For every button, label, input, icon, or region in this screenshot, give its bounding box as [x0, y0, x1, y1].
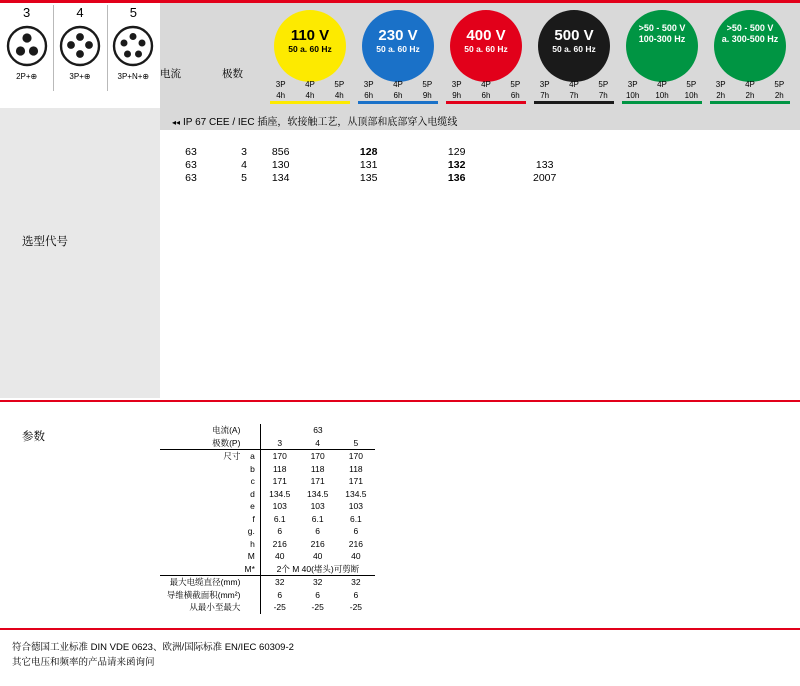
hour-cell: 4h — [276, 91, 286, 100]
hour-cell: 7h — [540, 91, 550, 100]
cell-poles: 4 — [241, 159, 247, 171]
cell-code — [501, 146, 530, 159]
cell-code — [295, 172, 324, 185]
frequency-value: 50 a. 60 Hz — [288, 44, 332, 54]
plug-pole-count: 3 — [23, 5, 31, 20]
param-dim-group-label — [160, 500, 244, 513]
voltage-group-4 — [618, 3, 706, 108]
plug-socket-icon — [107, 20, 160, 72]
param-dim-value: 118 — [310, 463, 325, 474]
cell-group-1 — [354, 159, 442, 172]
cell-code — [765, 146, 794, 159]
param-dim-value: 216 — [348, 538, 363, 549]
param-dim-value: 171 — [348, 476, 363, 486]
selection-section — [0, 108, 800, 398]
selection-label-panel — [0, 108, 160, 398]
cell-code — [618, 172, 647, 185]
cell-code — [706, 159, 735, 172]
cell-code — [383, 146, 412, 159]
hour-cell: 10h — [655, 91, 669, 100]
plug-columns — [0, 3, 160, 82]
param-dim-key: f — [244, 513, 260, 526]
poles-column-header — [222, 3, 266, 108]
hour-row — [618, 91, 706, 100]
cell-code — [501, 159, 530, 172]
param-dim-group-label — [160, 525, 244, 538]
param-dim-key: h — [244, 538, 260, 551]
cell-group-4 — [618, 146, 706, 159]
param-dim-value: 134.5 — [269, 488, 291, 499]
param-dim-group-label — [160, 550, 244, 563]
hour-cell: 7h — [569, 91, 579, 100]
double-arrow-icon: ◂◂ — [172, 118, 181, 127]
group-underline — [534, 101, 614, 104]
param-extra-row — [160, 601, 375, 614]
pole-cell: 3P — [451, 80, 462, 89]
cell-code — [706, 146, 735, 159]
param-dim-value: 216 — [310, 538, 325, 549]
cell-code — [325, 172, 354, 185]
cell-group-3 — [530, 146, 618, 159]
voltage-header-panel — [160, 0, 800, 108]
group-underline — [358, 101, 438, 104]
spacer — [244, 601, 260, 614]
plug-caption: 3P+N+⊕ — [117, 72, 150, 81]
pole-row — [706, 80, 794, 89]
param-dim-group-label — [160, 488, 244, 501]
group-underline — [710, 101, 790, 104]
cell-code: 133 — [535, 159, 554, 171]
cell-group-3 — [530, 159, 618, 172]
param-extra-value: -25 — [349, 602, 363, 612]
hour-row — [354, 91, 442, 100]
parameters-section-label: 参数 — [22, 431, 45, 443]
cell-code — [618, 159, 647, 172]
param-dim-value: 171 — [272, 476, 287, 486]
param-dim-group-label — [160, 538, 244, 551]
param-poles-label: 极数(P) — [212, 437, 241, 448]
param-extra-value: -25 — [273, 602, 286, 612]
selection-banner-text: IP 67 CEE / IEC 插座，软接触工艺，从顶部和底部穿入电缆线 — [183, 117, 458, 128]
cell-code — [589, 146, 618, 159]
cell-group-2 — [442, 159, 530, 172]
cell-code: 131 — [359, 159, 378, 171]
cell-group-1 — [354, 172, 442, 185]
cell-code — [471, 172, 500, 185]
param-extra-row — [160, 576, 375, 589]
voltage-group-2 — [442, 3, 530, 108]
pole-cell: 4P — [393, 80, 403, 89]
cell-code — [677, 159, 706, 172]
selection-banner — [160, 108, 800, 130]
pole-cell: 5P — [422, 80, 433, 89]
param-current-row — [160, 424, 375, 437]
voltage-value: 400 V — [466, 27, 506, 44]
cell-code — [413, 146, 442, 159]
hour-row — [706, 91, 794, 100]
param-dim-value: 170 — [272, 451, 287, 461]
pole-row — [354, 80, 442, 89]
plug-symbol-panel — [0, 0, 160, 108]
hour-cell: 6h — [510, 91, 520, 100]
current-label: 电流 — [160, 68, 181, 80]
parameters-table — [160, 424, 375, 614]
table-row — [160, 172, 800, 185]
frequency-value: 100-300 Hz — [638, 34, 686, 44]
param-pole-value: 4 — [315, 437, 321, 448]
param-dim-value: 170 — [310, 451, 325, 461]
param-dim-row — [160, 525, 375, 538]
param-dim-value: 118 — [349, 463, 363, 474]
cell-code — [413, 159, 442, 172]
cell-code — [647, 172, 676, 185]
cell-code — [559, 159, 588, 172]
param-extra-value: 6 — [277, 589, 283, 600]
param-dim-row — [160, 538, 375, 551]
param-dim-value: 170 — [348, 451, 363, 461]
voltage-group-5 — [706, 3, 794, 108]
current-column-header — [160, 3, 222, 108]
cell-current: 63 — [185, 146, 197, 158]
spacer — [244, 589, 260, 602]
selection-section-label: 选型代号 — [22, 236, 68, 248]
cell-code — [677, 146, 706, 159]
cell-code: 136 — [447, 172, 466, 184]
plug-column-4 — [53, 3, 106, 82]
poles-label: 极数 — [222, 68, 243, 80]
cell-code: 128 — [359, 146, 378, 158]
plug-caption: 3P+⊕ — [69, 72, 91, 81]
cell-current: 63 — [185, 172, 197, 184]
param-mstar-note: 2个 M 40(堵头)可剪断 — [276, 563, 360, 574]
cell-code: 135 — [359, 172, 378, 184]
param-dim-key: M — [244, 550, 260, 563]
cell-code — [295, 159, 324, 172]
param-poles-row — [160, 437, 375, 450]
hour-cell: 10h — [625, 91, 640, 100]
param-dim-row — [160, 500, 375, 513]
param-dim-key: g. — [244, 525, 260, 538]
pole-cell: 4P — [305, 80, 315, 89]
pole-cell: 3P — [715, 80, 726, 89]
cell-code — [559, 146, 588, 159]
cell-code — [647, 146, 676, 159]
param-dim-row — [160, 488, 375, 501]
cell-code — [589, 172, 618, 185]
hour-cell: 6h — [364, 91, 374, 100]
cell-code — [735, 172, 764, 185]
voltage-group-1 — [354, 3, 442, 108]
cell-group-0 — [266, 146, 354, 159]
cell-code — [765, 159, 794, 172]
cell-group-5 — [706, 172, 794, 185]
pole-cell: 4P — [745, 80, 755, 89]
cell-poles: 5 — [241, 172, 247, 184]
pole-row — [530, 80, 618, 89]
pole-cell: 3P — [627, 80, 638, 89]
cell-group-4 — [618, 172, 706, 185]
hour-cell: 10h — [684, 91, 698, 100]
param-dim-value: 118 — [272, 463, 287, 474]
pole-row — [442, 80, 530, 89]
param-extra-row — [160, 589, 375, 602]
param-dim-key: e — [244, 500, 260, 513]
cell-code — [647, 159, 676, 172]
param-extra-value: 32 — [275, 577, 285, 587]
param-extra-value: -25 — [311, 602, 324, 612]
param-dim-group-label: 尺寸 — [223, 451, 241, 461]
pole-cell: 5P — [598, 80, 609, 89]
parameters-section — [0, 400, 800, 628]
pole-cell: 3P — [363, 80, 374, 89]
param-dim-row — [160, 513, 375, 526]
hour-cell: 2h — [774, 91, 784, 100]
pole-row — [618, 80, 706, 89]
param-dim-row — [160, 550, 375, 563]
cell-poles: 3 — [241, 146, 247, 158]
footer-line-2: 其它电压和频率的产品请来函询问 — [12, 657, 155, 668]
param-dim-value: 6.1 — [273, 513, 286, 524]
param-dim-value: 40 — [312, 551, 323, 561]
plug-pole-count: 5 — [129, 5, 137, 20]
cell-code — [383, 172, 412, 185]
voltage-badge — [450, 10, 522, 82]
cell-code — [325, 146, 354, 159]
pole-cell: 3P — [275, 80, 286, 89]
cell-code: 130 — [271, 159, 290, 171]
pole-cell: 5P — [686, 80, 697, 89]
param-dim-group-label — [160, 475, 244, 488]
table-row — [160, 146, 800, 159]
param-dim-value: 216 — [272, 538, 287, 549]
plug-pole-count: 4 — [76, 5, 84, 20]
selection-table-panel — [160, 108, 800, 398]
param-dim-value: 6 — [353, 526, 359, 536]
cell-code — [413, 172, 442, 185]
divider — [107, 5, 108, 91]
cell-code — [501, 172, 530, 185]
cell-code — [589, 159, 618, 172]
cell-group-0 — [266, 159, 354, 172]
param-current-value: 63 — [313, 425, 323, 435]
pole-cell: 4P — [569, 80, 579, 89]
cell-code — [618, 146, 647, 159]
param-extra-label: 最大电缆直径(mm) — [169, 577, 241, 587]
hour-cell: 6h — [393, 91, 403, 100]
param-current-label: 电流(A) — [212, 425, 241, 435]
cell-code: 129 — [447, 146, 466, 158]
cell-code — [735, 159, 764, 172]
param-dim-value: 6 — [315, 526, 321, 536]
frequency-value: a. 300-500 Hz — [721, 34, 779, 44]
param-dim-key: c — [244, 475, 260, 488]
cell-group-3 — [530, 172, 618, 185]
hour-row — [530, 91, 618, 100]
cell-group-0 — [266, 172, 354, 185]
cell-code — [706, 172, 735, 185]
param-dim-value: 103 — [310, 501, 325, 511]
pole-cell: 3P — [539, 80, 550, 89]
divider — [53, 5, 54, 91]
plug-column-3 — [0, 3, 53, 82]
cell-code: 132 — [447, 159, 466, 171]
cell-code: 856 — [271, 146, 290, 158]
frequency-value: 50 a. 60 Hz — [376, 44, 420, 54]
voltage-value: 110 V — [290, 27, 330, 44]
group-underline — [622, 101, 702, 104]
cell-code — [530, 146, 559, 159]
hour-cell: 2h — [745, 91, 755, 100]
param-dim-group-label — [160, 513, 244, 526]
frequency-value: 50 a. 60 Hz — [464, 44, 508, 54]
cell-group-2 — [442, 172, 530, 185]
voltage-value: >50 - 500 V — [726, 23, 774, 33]
cell-code — [735, 146, 764, 159]
voltage-badge — [362, 10, 434, 82]
voltage-value: 500 V — [554, 27, 594, 44]
hour-cell: 7h — [598, 91, 608, 100]
cell-code: 134 — [271, 172, 290, 184]
cell-code — [383, 159, 412, 172]
voltage-group-3 — [530, 3, 618, 108]
hour-cell: 9h — [452, 91, 462, 100]
cell-code — [471, 146, 500, 159]
param-dim-value: 6 — [277, 526, 283, 536]
param-dim-key: a — [244, 450, 260, 463]
param-extra-value: 32 — [312, 577, 323, 587]
cell-group-5 — [706, 146, 794, 159]
voltage-group-0 — [266, 3, 354, 108]
pole-cell: 5P — [334, 80, 345, 89]
pole-row — [266, 80, 354, 89]
param-pole-value: 5 — [353, 437, 359, 448]
param-dim-group-label — [160, 463, 244, 476]
pole-cell: 4P — [481, 80, 491, 89]
cell-code — [677, 172, 706, 185]
param-dim-value: 103 — [348, 501, 363, 511]
param-extra-value: 6 — [353, 589, 359, 600]
param-dim-value: 134.5 — [345, 488, 367, 499]
frequency-value: 50 a. 60 Hz — [552, 44, 596, 54]
footer-line-1: 符合德国工业标准 DIN VDE 0623、欧洲/国际标准 EN/IEC 60309-2 — [12, 642, 294, 653]
spacer — [244, 437, 260, 450]
cell-group-4 — [618, 159, 706, 172]
cell-group-1 — [354, 146, 442, 159]
cell-code — [325, 159, 354, 172]
voltage-badge — [274, 10, 346, 82]
param-dim-value: 40 — [351, 551, 361, 561]
cell-code — [471, 159, 500, 172]
param-dim-value: 6.1 — [311, 513, 324, 524]
cell-group-2 — [442, 146, 530, 159]
param-dim-value: 134.5 — [307, 488, 329, 499]
spacer — [160, 563, 244, 576]
voltage-badge — [538, 10, 610, 82]
cell-code: 2007 — [532, 172, 557, 184]
param-dim-key: d — [244, 488, 260, 501]
hour-cell: 4h — [334, 91, 344, 100]
voltage-badge — [714, 10, 786, 82]
hour-row — [442, 91, 530, 100]
param-dim-value: 40 — [275, 551, 285, 561]
plug-column-5 — [107, 3, 160, 82]
cell-code — [295, 146, 324, 159]
hour-row — [266, 91, 354, 100]
hour-cell: 2h — [716, 91, 726, 100]
group-underline — [270, 101, 350, 104]
header-area — [0, 0, 800, 108]
voltage-value: >50 - 500 V — [638, 23, 686, 33]
hour-cell: 4h — [305, 91, 315, 100]
param-mstar-row — [160, 563, 375, 576]
param-dim-value: 171 — [310, 476, 325, 486]
param-pole-value: 3 — [277, 437, 283, 448]
footer-notes — [0, 628, 800, 670]
param-dim-row — [160, 463, 375, 476]
pole-cell: 5P — [774, 80, 785, 89]
cell-group-5 — [706, 159, 794, 172]
pole-cell: 5P — [510, 80, 521, 89]
cell-current: 63 — [185, 159, 197, 171]
voltage-badge — [626, 10, 698, 82]
voltage-value: 230 V — [378, 27, 418, 44]
spacer — [244, 576, 260, 589]
hour-cell: 6h — [481, 91, 491, 100]
cell-code — [559, 172, 588, 185]
pole-cell: 4P — [657, 80, 667, 89]
param-extra-label: 导维横截面积(mm²) — [166, 589, 241, 600]
param-dim-row — [160, 450, 375, 463]
param-extra-label: 从最小至最大 — [189, 602, 241, 612]
voltage-groups — [266, 3, 794, 108]
table-row — [160, 159, 800, 172]
param-dim-value: 6.1 — [349, 513, 362, 524]
plug-socket-icon — [53, 20, 106, 72]
param-extra-value: 6 — [315, 589, 321, 600]
param-dim-key: b — [244, 463, 260, 476]
hour-cell: 9h — [422, 91, 432, 100]
param-dim-row — [160, 475, 375, 488]
group-underline — [446, 101, 526, 104]
plug-socket-icon — [0, 20, 53, 72]
param-dim-value: 103 — [272, 501, 287, 511]
param-extra-value: 32 — [351, 577, 361, 587]
plug-caption: 2P+⊕ — [16, 72, 38, 81]
cell-code — [765, 172, 794, 185]
spacer — [244, 424, 260, 437]
param-mstar-key: M* — [244, 563, 260, 576]
